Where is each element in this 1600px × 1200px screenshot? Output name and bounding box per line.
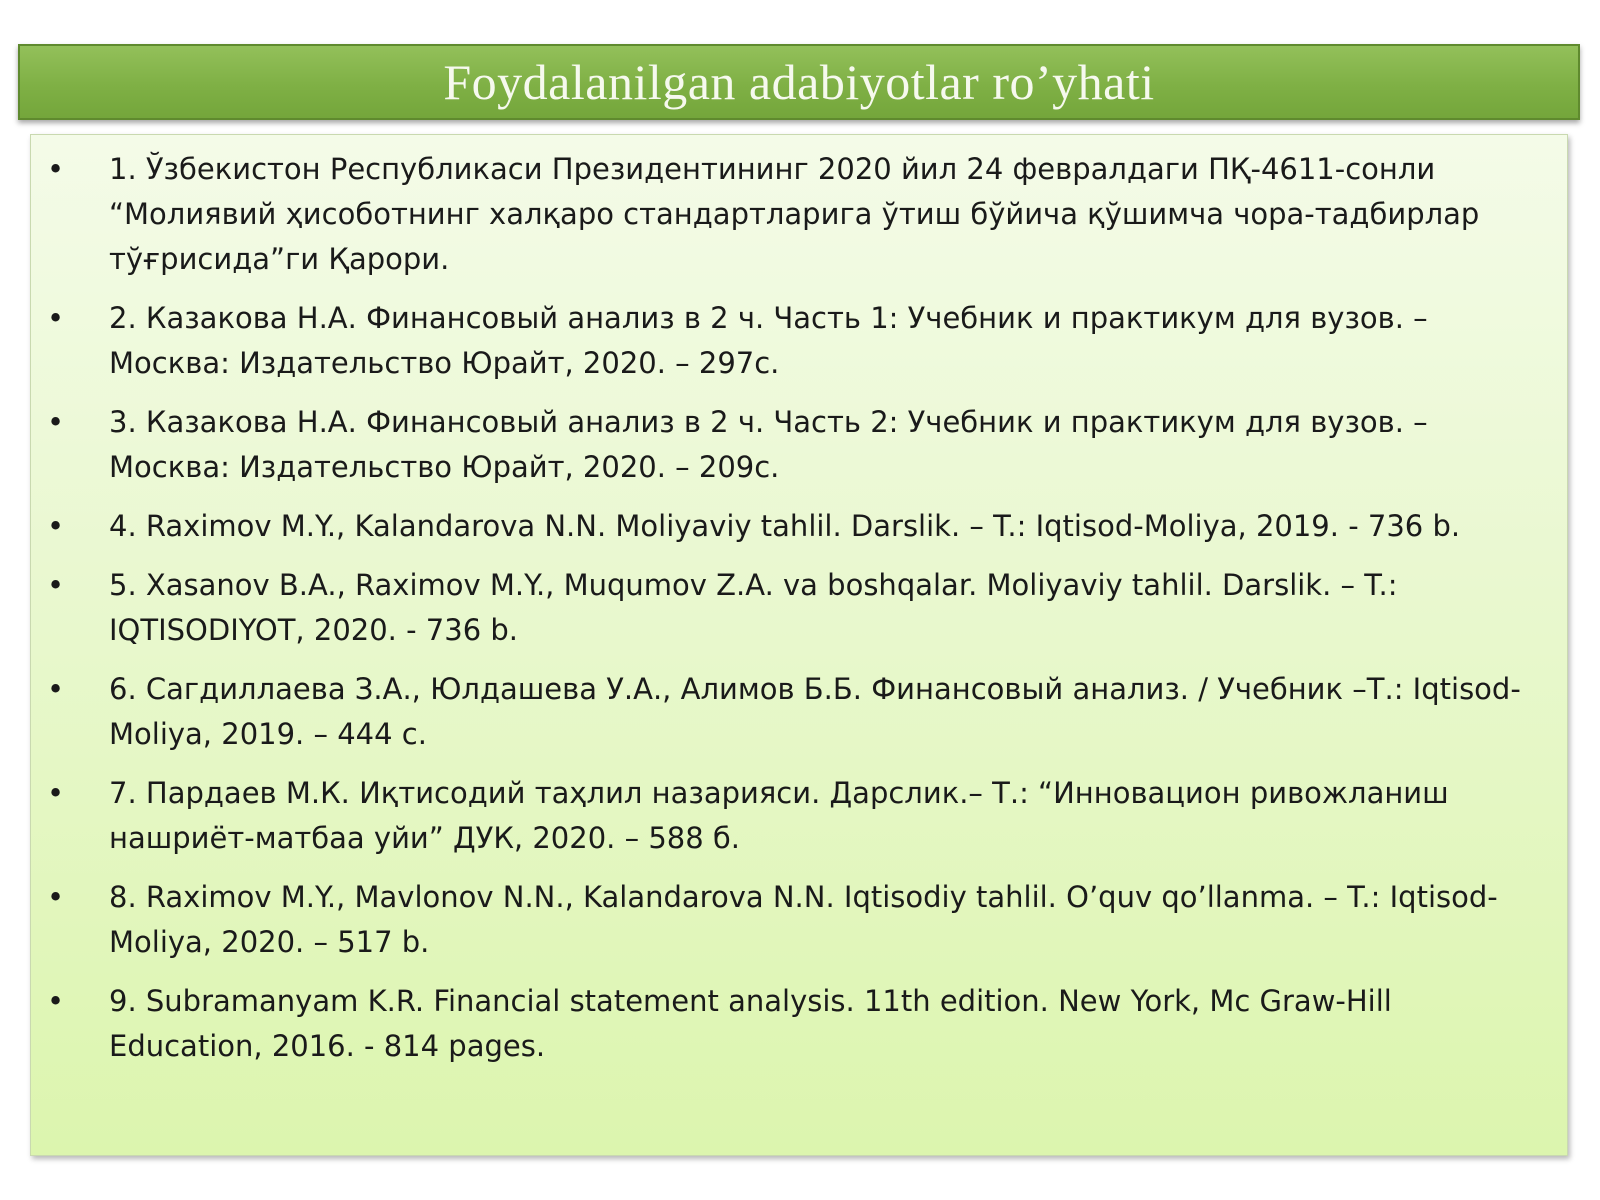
reference-item bbox=[31, 400, 1547, 490]
reference-item bbox=[31, 667, 1547, 757]
reference-text: 9. Subramanyam K.R. Financial statement analysis. 11th edition. New York, Mc Graw-Hill Education, 2016. - 814 pages. bbox=[109, 984, 1392, 1063]
reference-text: 2. Казакова Н.А. Финансовый анализ в 2 ч. Часть 1: Учебник и практикум для вузов. – Москва: Издательство Юрайт, 2020. – 297с. bbox=[109, 301, 1428, 380]
reference-item bbox=[31, 563, 1547, 653]
reference-text: 7. Пардаев М.К. Иқтисодий таҳлил назарияси. Дарслик.– Т.: “Инновацион ривожланиш нашриёт-матбаа уйи” ДУК, 2020. – 588 б. bbox=[109, 776, 1449, 855]
bullet-icon: • bbox=[47, 301, 65, 335]
title-bar bbox=[18, 44, 1580, 120]
references-list bbox=[31, 135, 1567, 1069]
reference-item bbox=[31, 771, 1547, 861]
bullet-icon: • bbox=[47, 776, 65, 810]
reference-item bbox=[31, 296, 1547, 386]
bullet-icon: • bbox=[47, 405, 65, 439]
bullet-icon: • bbox=[47, 984, 65, 1018]
bullet-icon: • bbox=[47, 152, 65, 186]
reference-text: 8. Raximov M.Y., Mavlonov N.N., Kalandarova N.N. Iqtisodiy tahlil. O’quv qo’llanma. – T.: Iqtisod-Moliya, 2020. – 517 b. bbox=[109, 880, 1498, 959]
bullet-icon: • bbox=[47, 509, 65, 543]
reference-text: 5. Xasanov B.A., Raximov M.Y., Muqumov Z.A. va boshqalar. Moliyaviy tahlil. Darslik. – T.: IQTISODIYOT, 2020. - 736 b. bbox=[109, 568, 1398, 647]
slide-title: Foydalanilgan adabiyotlar ro’yhati bbox=[443, 54, 1155, 110]
reference-item bbox=[31, 504, 1547, 549]
references-panel bbox=[30, 134, 1568, 1156]
reference-item bbox=[31, 147, 1547, 282]
reference-text: 1. Ўзбекистон Республикаси Президентининг 2020 йил 24 февралдаги ПҚ-4611-сонли “Молиявий ҳисоботнинг халқаро стандартларига ўтиш бўйича қўшимча чора-тадбирлар тўғрисида”ги Қарори. bbox=[109, 152, 1480, 276]
reference-item bbox=[31, 875, 1547, 965]
reference-text: 3. Казакова Н.А. Финансовый анализ в 2 ч. Часть 2: Учебник и практикум для вузов. – Москва: Издательство Юрайт, 2020. – 209с. bbox=[109, 405, 1428, 484]
bullet-icon: • bbox=[47, 568, 65, 602]
reference-item bbox=[31, 979, 1547, 1069]
bullet-icon: • bbox=[47, 672, 65, 706]
bullet-icon: • bbox=[47, 880, 65, 914]
reference-text: 4. Raximov M.Y., Kalandarova N.N. Moliyaviy tahlil. Darslik. – T.: Iqtisod-Moliya, 2019. - 736 b. bbox=[109, 509, 1461, 543]
reference-text: 6. Сагдиллаева З.А., Юлдашева У.А., Алимов Б.Б. Финансовый анализ. / Учебник –Т.: Iqtisod-Moliya, 2019. – 444 с. bbox=[109, 672, 1521, 751]
